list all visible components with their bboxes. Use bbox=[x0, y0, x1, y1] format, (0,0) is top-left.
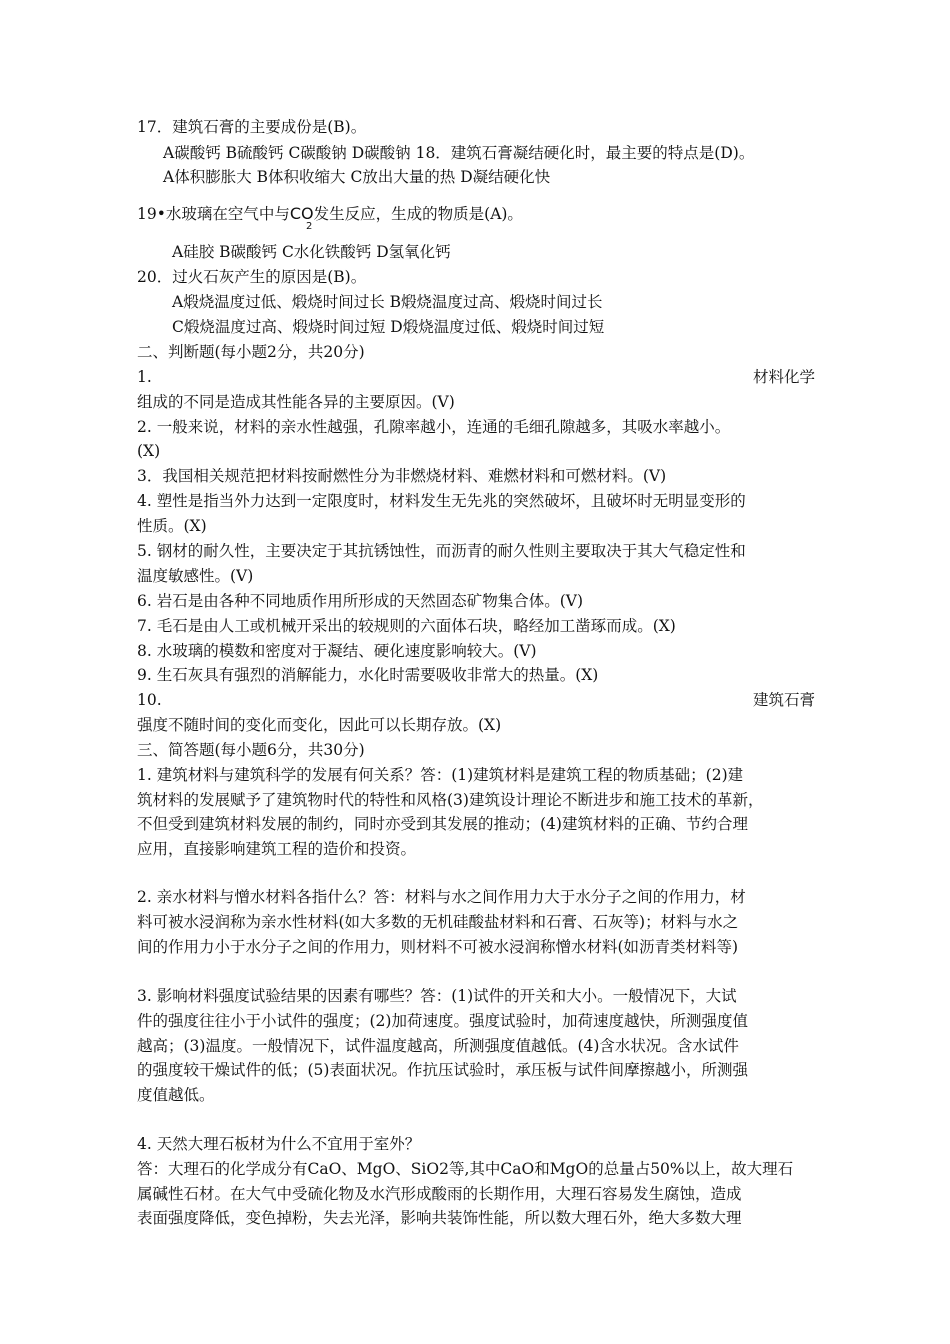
judge-4-line-2: 性质。(X) bbox=[137, 517, 207, 535]
short-answer-3-line-3: 越高；(3)温度。一般情况下，试件温度越高，所测强度值越低。(4)含水状况。含水试件 bbox=[137, 1037, 739, 1055]
judge-6: 6. 岩石是由各种不同地质作用所形成的天然固态矿物集合体。(V) bbox=[137, 592, 584, 610]
section-3-title: 三、简答题(每小题6分，共30分) bbox=[137, 741, 365, 759]
judge-9: 9. 生石灰具有强烈的消解能力，水化时需要吸收非常大的热量。(X) bbox=[137, 666, 599, 684]
short-answer-1-line-1: 1. 建筑材料与建筑科学的发展有何关系？答：(1)建筑材料是建筑工程的物质基础；(2)建 bbox=[137, 766, 744, 784]
section-2-title: 二、判断题(每小题2分，共20分) bbox=[137, 343, 365, 361]
question-19-options: A硅胶 B碳酸钙 C水化铁酸钙 D氢氧化钙 bbox=[172, 243, 451, 261]
judge-10-right-text: 建筑石膏 bbox=[752, 691, 815, 709]
judge-5-line-1: 5. 钢材的耐久性，主要决定于其抗锈蚀性，而沥青的耐久性则主要取决于其大气稳定性和 bbox=[137, 542, 746, 560]
question-19-prefix: 19•水玻璃在空气中与 bbox=[137, 205, 290, 223]
question-20-options-1: A煅烧温度过低、煅烧时间过长 B煅烧温度过高、煅烧时间过长 bbox=[172, 293, 603, 311]
short-answer-2-line-1: 2. 亲水材料与憎水材料各指什么？答：材料与水之间作用力大于水分子之间的作用力，材 bbox=[137, 888, 746, 906]
co-subscript: 2 bbox=[306, 221, 313, 232]
judge-7: 7. 毛石是由人工或机械开采出的较规则的六面体石块，略经加工凿琢而成。(X) bbox=[137, 617, 676, 635]
judge-1-content: 组成的不同是造成其性能各异的主要原因。(V) bbox=[137, 393, 455, 411]
question-20-options-2: C煅烧温度过高、煅烧时间过短 D煅烧温度过低、煅烧时间过短 bbox=[172, 318, 605, 336]
short-answer-3-line-5: 度值越低。 bbox=[137, 1086, 215, 1104]
short-answer-3-line-1: 3. 影响材料强度试验结果的因素有哪些？答：(1)试件的开关和大小。一般情况下，大试 bbox=[137, 987, 737, 1005]
question-19 bbox=[137, 203, 523, 225]
short-answer-2-line-3: 间的作用力小于水分子之间的作用力，则材料不可被水浸润称憎水材料(如沥青类材料等) bbox=[137, 938, 739, 956]
question-20: 20．过火石灰产生的原因是(B)。 bbox=[137, 268, 367, 286]
judge-8: 8. 水玻璃的模数和密度对于凝结、硬化速度影响较大。(V) bbox=[137, 642, 537, 660]
judge-1-right-text: 材料化学 bbox=[752, 368, 815, 386]
short-answer-2-line-2: 料可被水浸润称为亲水性材料(如大多数的无机硅酸盐材料和石膏、石灰等)；材料与水之 bbox=[137, 913, 739, 931]
short-answer-4-question: 4. 天然大理石板材为什么不宜用于室外？ bbox=[137, 1135, 421, 1153]
judge-1-number: 1. bbox=[137, 368, 152, 386]
judge-10-content: 强度不随时间的变化而变化，因此可以长期存放。(X) bbox=[137, 716, 502, 734]
question-17-options: A碳酸钙 B硫酸钙 C碳酸钠 D碳酸钠 18．建筑石膏凝结硬化时，最主要的特点是(D)。 bbox=[163, 144, 755, 162]
short-answer-1-line-2: 筑材料的发展赋予了建筑物时代的特性和风格(3)建筑设计理论不断进步和施工技术的革新， bbox=[137, 791, 764, 809]
question-17: 17．建筑石膏的主要成份是(B)。 bbox=[137, 118, 367, 136]
co-formula: CO bbox=[289, 204, 314, 223]
short-answer-4-line-3: 表面强度降低，变色掉粉，失去光泽，影响共装饰性能，所以数大理石外，绝大多数大理 bbox=[137, 1209, 742, 1227]
judge-3: 3．我国相关规范把材料按耐燃性分为非燃烧材料、难燃材料和可燃材料。(V) bbox=[137, 467, 667, 485]
judge-4-line-1: 4. 塑性是指当外力达到一定限度时，材料发生无先兆的突然破坏，且破坏时无明显变形的 bbox=[137, 492, 746, 510]
question-18-options: A体积膨胀大 B体积收缩大 C放出大量的热 D凝结硬化快 bbox=[163, 168, 551, 186]
short-answer-4-line-1: 答：大理石的化学成分有CaO、MgO、SiO2等,其中CaO和MgO的总量占50%以上，故大理石 bbox=[137, 1160, 794, 1178]
question-19-suffix: 发生反应，生成的物质是(A)。 bbox=[313, 205, 523, 223]
judge-10-number: 10. bbox=[137, 691, 162, 709]
judge-2-line-1: 2. 一般来说，材料的亲水性越强，孔隙率越小，连通的毛细孔隙越多，其吸水率越小。 bbox=[137, 418, 731, 436]
short-answer-3-line-2: 件的强度往往小于小试件的强度；(2)加荷速度。强度试验时，加荷速度越快，所测强度值 bbox=[137, 1012, 748, 1030]
short-answer-4-line-2: 属碱性石材。在大气中受硫化物及水汽形成酸雨的长期作用，大理石容易发生腐蚀，造成 bbox=[137, 1185, 742, 1203]
short-answer-1-line-3: 不但受到建筑材料发展的制约，同时亦受到其发展的推动；(4)建筑材料的正确、节约合理 bbox=[137, 815, 748, 833]
short-answer-3-line-4: 的强度较干燥试件的低；(5)表面状况。作抗压试验时，承压板与试件间摩擦越小，所测强 bbox=[137, 1061, 748, 1079]
judge-2-line-2: (X) bbox=[137, 442, 161, 460]
judge-5-line-2: 温度敏感性。(V) bbox=[137, 567, 254, 585]
short-answer-1-line-4: 应用，直接影响建筑工程的造价和投资。 bbox=[137, 840, 417, 858]
